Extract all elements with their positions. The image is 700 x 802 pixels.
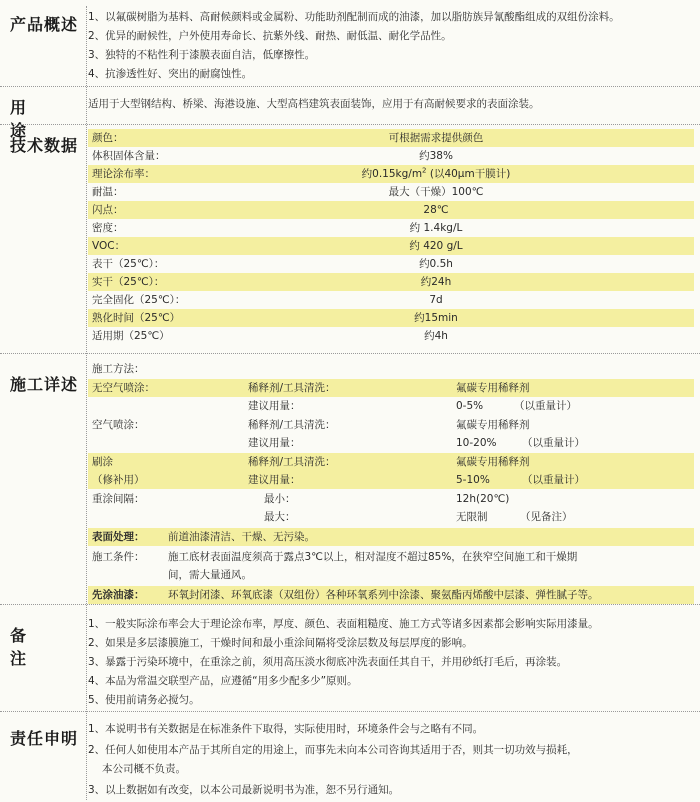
tech-value: 约$0.15kg/m^2$ (以40μm干膜计): [361, 166, 511, 180]
overview-item-2: 2、优异的耐候性，户外使用寿命长、抗紫外线、耐热、耐低温、耐化学品性。: [88, 30, 452, 42]
condition-text-1: 施工底材表面温度须高于露点3℃以上，相对湿度不超过85%，在狭窄空间施工和干燥期: [168, 551, 578, 563]
airless-label: 无空气喷涂：: [92, 382, 155, 394]
section-title-overview: 产品概述: [10, 15, 79, 34]
primer-row: [88, 586, 694, 604]
tech-label: 体积固体含量：: [92, 150, 166, 162]
air-label: 空气喷涂：: [92, 419, 145, 431]
thinner-label: 稀释剂/工具清洗：: [248, 456, 336, 468]
tech-row: [88, 327, 694, 345]
condition-text-2: 间，需大量通风。: [168, 569, 252, 581]
method-row: [88, 360, 694, 378]
tech-row: [88, 309, 694, 327]
tech-label: 熟化时间（25℃）: [92, 312, 181, 324]
overview-item-4: 4、抗渗透性好、突出的耐腐蚀性。: [88, 68, 253, 80]
overview-item-3: 3、独特的不粘性利于漆膜表面自洁，低摩擦性。: [88, 49, 316, 61]
dosage-label: 建议用量：: [248, 474, 301, 486]
by-weight: （以重量计）: [522, 437, 585, 449]
condition-row: [88, 548, 694, 566]
air-row: [88, 416, 694, 434]
by-weight: （以重量计）: [514, 400, 577, 412]
tech-row: [88, 255, 694, 273]
tech-row: [88, 147, 694, 165]
max-label: 最大：: [264, 511, 296, 523]
thinner-value: 氟碳专用稀释剂: [456, 419, 530, 431]
tech-label: 表干（25℃）：: [92, 258, 165, 270]
min-label: 最小：: [264, 493, 296, 505]
tech-label: VOC：: [92, 240, 126, 252]
tech-row: [88, 219, 694, 237]
air-dosage: 10-20%: [456, 437, 497, 449]
section-title-disclaimer: 责任申明: [10, 729, 79, 748]
section-title-tech: 技术数据: [10, 136, 79, 155]
air-dosage-row: [88, 434, 694, 452]
section-overview: [0, 6, 700, 86]
tech-row: [88, 273, 694, 291]
tech-label: 完全固化（25℃）：: [92, 294, 186, 306]
primer-label: 先涂油漆：: [92, 589, 145, 601]
note-item-4: 4、本品为常温交联型产品，应遵循“用多少配多少”原则。: [88, 675, 358, 687]
thinner-value: 氟碳专用稀释剂: [456, 382, 530, 394]
section-tech: [0, 125, 700, 353]
note-item-2: 2、如果是多层漆膜施工，干燥时间和最小重涂间隔将受涂层数及每层厚度的影响。: [88, 637, 473, 649]
tech-value: 最大（干燥）100℃: [388, 186, 484, 198]
thinner-value: 氟碳专用稀释剂: [456, 456, 530, 468]
tech-value: 约15min: [414, 312, 458, 324]
tech-label: 闪点：: [92, 204, 124, 216]
surface-label: 表面处理：: [92, 531, 145, 543]
recoat-label: 重涂间隔：: [92, 493, 145, 505]
airless-row: [88, 379, 694, 397]
tech-row: [88, 291, 694, 309]
by-weight: （以重量计）: [522, 474, 585, 486]
airless-dosage: 0-5%: [456, 400, 484, 412]
thinner-label: 稀释剂/工具清洗：: [248, 382, 336, 394]
column-divider: [86, 6, 87, 800]
tech-row: [88, 237, 694, 255]
tech-row: [88, 129, 694, 147]
condition-label: 施工条件：: [92, 551, 145, 563]
note-item-3: 3、暴露于污染环境中，在重涂之前，须用高压淡水彻底冲洗表面任其自干，并用砂纸打毛后，再涂装。: [88, 656, 568, 668]
section-disclaimer: [0, 712, 700, 800]
section-notes: [0, 605, 700, 711]
disclaimer-item-3: 3、以上数据如有改变，以本公司最新说明书为准，恕不另行通知。: [88, 784, 400, 796]
usage-text: 适用于大型钢结构、桥梁、海港设施、大型高档建筑表面装饰，应用于有高耐候要求的表面涂装。: [88, 98, 540, 110]
tech-label: 适用期（25℃）: [92, 330, 170, 342]
tech-value: 28℃: [423, 204, 449, 216]
thinner-label: 稀释剂/工具清洗：: [248, 419, 336, 431]
overview-item-1: 1、以氟碳树脂为基料、高耐候颜料或金属粉、功能助剂配制而成的油漆，加以脂肪族异氰酸酯组成的双组份涂料。: [88, 11, 620, 23]
airless-dosage-row: [88, 397, 694, 415]
tech-value: 约24h: [420, 276, 452, 288]
see-note: （见备注）: [520, 511, 573, 523]
tech-row: [88, 165, 694, 183]
tech-label: 实干（25℃）：: [92, 276, 165, 288]
tech-label: 理论涂布率：: [92, 168, 155, 180]
section-title-notes: 备注: [10, 626, 55, 668]
tech-label: 耐温：: [92, 186, 124, 198]
tech-label: 密度：: [92, 222, 124, 234]
tech-value: 约38%: [419, 150, 453, 162]
dosage-label: 建议用量：: [248, 437, 301, 449]
section-title-usage: 用途: [10, 98, 55, 140]
min-value: 12h(20℃): [456, 493, 510, 505]
tech-value: 可根据需求提供颜色: [388, 132, 484, 144]
disclaimer-item-2-cont: 本公司概不负责。: [102, 763, 186, 775]
tech-value: 约 420 g/L: [409, 240, 463, 252]
note-item-1: 1、一般实际涂布率会大于理论涂布率，厚度、颜色、表面粗糙度、施工方式等诸多因素都会影响实际用漆量。: [88, 618, 599, 630]
condition-row-2: [88, 566, 694, 584]
dosage-label: 建议用量：: [248, 400, 301, 412]
tech-value: 约4h: [424, 330, 448, 342]
section-title-application: 施工详述: [10, 375, 79, 394]
brush-label: 刷涂: [92, 456, 113, 468]
primer-text: 环氧封闭漆、环氧底漆（双组份）各种环氧系列中涂漆、聚氨酯丙烯酸中层漆、弹性腻子等。: [168, 589, 599, 601]
tech-label: 颜色：: [92, 132, 124, 144]
section-application: [0, 354, 700, 604]
surface-text: 前道油漆清洁、干燥、无污染。: [168, 531, 315, 543]
brush-dosage: 5-10%: [456, 474, 490, 486]
brush-sub-label: （修补用）: [92, 474, 145, 486]
surface-row: [88, 528, 694, 546]
disclaimer-item-1: 1、本说明书有关数据是在标准条件下取得，实际使用时，环境条件会与之略有不同。: [88, 723, 484, 735]
tech-row: [88, 183, 694, 201]
method-label: 施工方法：: [92, 363, 145, 375]
disclaimer-item-2: 2、任何人如使用本产品于其所自定的用途上，而事先未向本公司咨询其适用于否，则其一切功效与损耗，: [88, 744, 578, 756]
note-item-5: 5、使用前请务必搅匀。: [88, 694, 200, 706]
brush-dosage-row: [88, 471, 694, 489]
brush-row: [88, 453, 694, 471]
recoat-min-row: [88, 490, 694, 508]
recoat-max-row: [88, 508, 694, 526]
tech-value: 约0.5h: [419, 258, 453, 270]
tech-row: [88, 201, 694, 219]
tech-value: 约 1.4kg/L: [409, 222, 463, 234]
max-value: 无限制: [456, 511, 488, 523]
tech-value: 7d: [429, 294, 443, 306]
